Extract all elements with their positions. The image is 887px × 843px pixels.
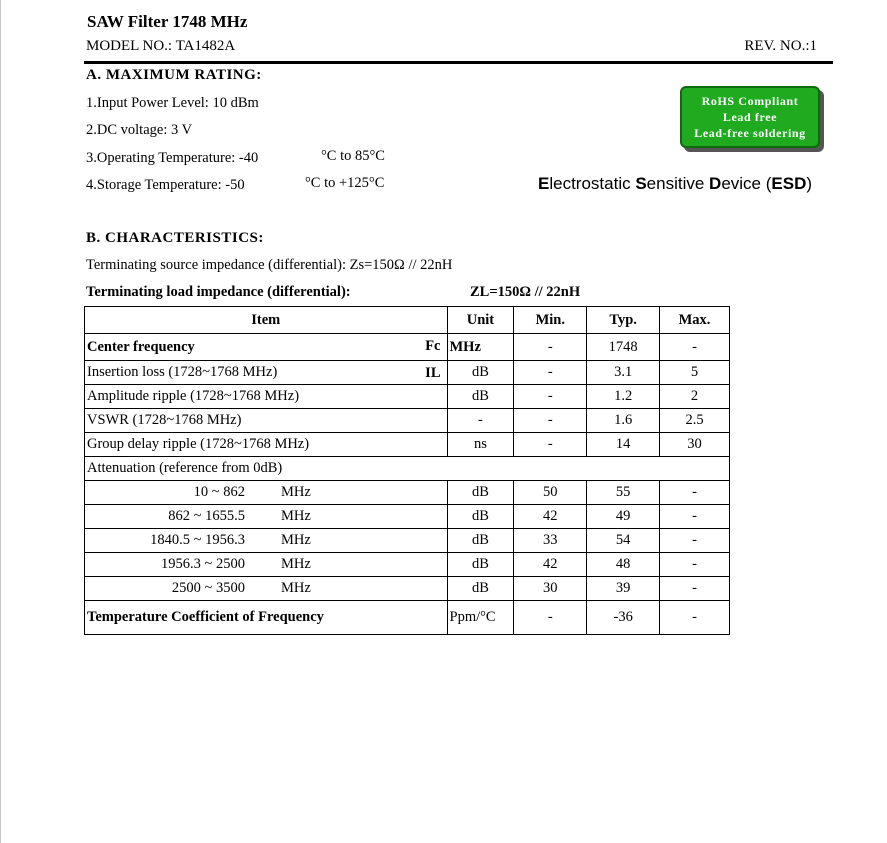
attenuation-row — [85, 553, 730, 577]
attn-unit: dB — [447, 529, 514, 553]
attn-min: 50 — [514, 481, 587, 505]
attn-mhz: MHz — [281, 484, 311, 500]
attn-min: 33 — [514, 529, 587, 553]
rohs-line-2: Lead free — [722, 110, 778, 124]
table-row — [85, 433, 730, 457]
row-item: Group delay ripple (1728~1768 MHz) — [85, 433, 448, 457]
attn-min: 30 — [514, 577, 587, 601]
rating-storage-temp-range: °C to +125°C — [305, 175, 385, 191]
row-typ: 3.1 — [587, 361, 660, 385]
characteristics-heading: B. CHARACTERISTICS: — [86, 230, 264, 246]
load-impedance-value: ZL=150Ω // 22nH — [470, 284, 581, 300]
header-unit: Unit — [447, 307, 514, 334]
attn-mhz: MHz — [281, 556, 311, 572]
characteristics-table — [84, 306, 730, 635]
tcf-row — [85, 601, 730, 635]
row-unit: ns — [447, 433, 514, 457]
header-min: Min. — [514, 307, 587, 334]
rating-input-power: 1.Input Power Level: 10 dBm — [86, 95, 259, 111]
attn-unit: dB — [447, 577, 514, 601]
tcf-typ: -36 — [587, 601, 660, 635]
revision-number: REV. NO.:1 — [744, 38, 817, 54]
row-min: - — [514, 361, 587, 385]
attn-max: - — [660, 577, 730, 601]
model-number: MODEL NO.: TA1482A — [86, 38, 236, 54]
esd-notice: Electrostatic Sensitive Device (ESD) — [538, 174, 813, 193]
row-item: Insertion loss (1728~1768 MHz) IL — [85, 361, 448, 385]
attn-max: - — [660, 553, 730, 577]
table-row — [85, 334, 730, 361]
attn-mhz: MHz — [281, 532, 311, 548]
tcf-unit: Ppm/°C — [447, 601, 514, 635]
attn-max: - — [660, 505, 730, 529]
table-row — [85, 385, 730, 409]
row-unit: dB — [447, 361, 514, 385]
rohs-compliant-badge — [680, 86, 820, 148]
row-min: - — [514, 334, 587, 361]
load-impedance-label: Terminating load impedance (differential): — [86, 284, 351, 300]
header-item: Item — [85, 307, 448, 334]
attenuation-row — [85, 529, 730, 553]
header-max: Max. — [660, 307, 730, 334]
attenuation-row — [85, 577, 730, 601]
attn-mhz: MHz — [281, 580, 311, 596]
row-max: 2.5 — [660, 409, 730, 433]
row-max: - — [660, 334, 730, 361]
row-typ: 1.2 — [587, 385, 660, 409]
row-min: - — [514, 409, 587, 433]
attn-min: 42 — [514, 505, 587, 529]
attn-typ: 48 — [587, 553, 660, 577]
row-max: 2 — [660, 385, 730, 409]
document-title: SAW Filter 1748 MHz — [87, 12, 248, 31]
rating-operating-temp: 3.Operating Temperature: -40 — [86, 150, 259, 166]
row-max: 30 — [660, 433, 730, 457]
rohs-line-1: RoHS Compliant — [701, 94, 799, 108]
row-min: - — [514, 433, 587, 457]
tcf-min: - — [514, 601, 587, 635]
header-divider — [84, 61, 833, 64]
table-header-row — [85, 307, 730, 334]
row-unit: MHz — [447, 334, 514, 361]
row-min: - — [514, 385, 587, 409]
row-item: Center frequency Fc — [85, 334, 448, 361]
row-item: VSWR (1728~1768 MHz) — [85, 409, 448, 433]
attn-mhz: MHz — [281, 508, 311, 524]
row-typ: 14 — [587, 433, 660, 457]
table-row — [85, 409, 730, 433]
table-row — [85, 361, 730, 385]
row-typ: 1.6 — [587, 409, 660, 433]
attenuation-label: Attenuation (reference from 0dB) — [85, 457, 730, 481]
row-unit: - — [447, 409, 514, 433]
row-max: 5 — [660, 361, 730, 385]
attn-max: - — [660, 481, 730, 505]
rohs-line-3: Lead-free soldering — [694, 126, 806, 140]
attn-range: 1956.3 ~ 2500 — [161, 556, 245, 572]
attn-range: 2500 ~ 3500 — [171, 580, 245, 596]
max-rating-heading: A. MAXIMUM RATING: — [86, 67, 262, 83]
attn-unit: dB — [447, 505, 514, 529]
attn-typ: 54 — [587, 529, 660, 553]
page-left-border — [0, 0, 1, 843]
source-impedance: Terminating source impedance (differential): Zs=150Ω // 22nH — [86, 257, 453, 273]
attenuation-label-row — [85, 457, 730, 481]
tcf-max: - — [660, 601, 730, 635]
header-typ: Typ. — [587, 307, 660, 334]
attenuation-row — [85, 481, 730, 505]
attn-min: 42 — [514, 553, 587, 577]
attn-max: - — [660, 529, 730, 553]
rating-storage-temp: 4.Storage Temperature: -50 — [86, 177, 245, 193]
row-typ: 1748 — [587, 334, 660, 361]
tcf-item: Temperature Coefficient of Frequency — [85, 601, 448, 635]
attn-range: 10 ~ 862 — [193, 484, 245, 500]
attn-range: 862 ~ 1655.5 — [168, 508, 245, 524]
attenuation-row — [85, 505, 730, 529]
attn-typ: 55 — [587, 481, 660, 505]
attn-typ: 49 — [587, 505, 660, 529]
row-item: Amplitude ripple (1728~1768 MHz) — [85, 385, 448, 409]
rating-operating-temp-range: °C to 85°C — [321, 148, 385, 164]
rating-dc-voltage: 2.DC voltage: 3 V — [86, 122, 193, 138]
row-unit: dB — [447, 385, 514, 409]
attn-unit: dB — [447, 481, 514, 505]
attn-typ: 39 — [587, 577, 660, 601]
attn-range: 1840.5 ~ 1956.3 — [150, 532, 245, 548]
attn-unit: dB — [447, 553, 514, 577]
